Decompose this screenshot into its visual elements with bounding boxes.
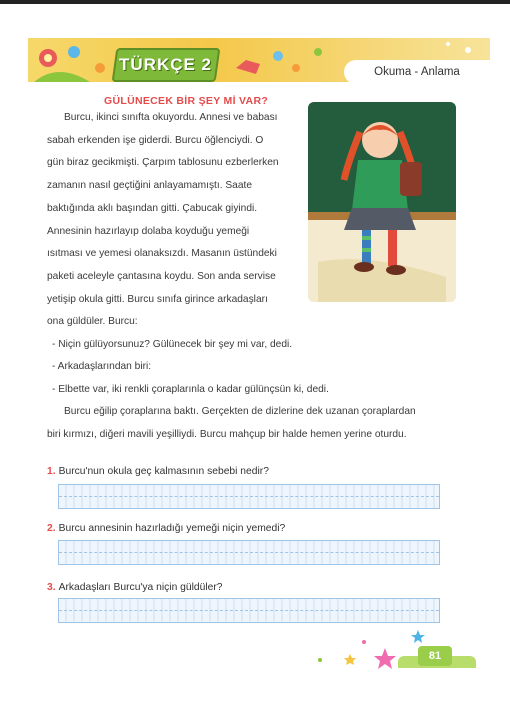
answer-field-1[interactable] — [58, 484, 440, 509]
story-line: paketi aceleyle çantasına koydu. Son anda servise — [47, 271, 276, 282]
hill-icon — [34, 72, 90, 82]
closing-line: biri kırmızı, diğeri mavili yeşilliydi. Burcu mahçup bir halde hemen yerine oturdu. — [47, 429, 407, 440]
question-number: 2. — [47, 523, 56, 534]
star-dot-icon — [273, 51, 283, 61]
dialogue-line: - Elbette var, iki renkli çoraplarınla o kadar gülünçsün ki, dedi. — [52, 384, 329, 395]
story-illustration — [308, 102, 456, 302]
question-1 — [47, 466, 269, 477]
question-number: 3. — [47, 582, 56, 593]
topic-tab: Okuma - Anlama — [344, 60, 490, 84]
story-line: gün biraz gecikmişti. Çarpım tablosunu ezberlerken — [47, 157, 279, 168]
dialogue-line: - Niçin gülüyorsunuz? Gülünecek bir şey mi var, dedi. — [52, 339, 293, 350]
page-number: 81 — [418, 646, 452, 666]
header-banner — [28, 30, 490, 82]
story-line: zamanın nasıl geçtiğini anlayamamıştı. Saate — [47, 180, 252, 191]
story-line: Annesinin hazırlayıp dolaba koyduğu yemeği — [47, 226, 250, 237]
story-line: baktığında aklı başından gitti. Çabucak giyindi. — [47, 203, 258, 214]
question-number: 1. — [47, 466, 56, 477]
question-text: Burcu'nun okula geç kalmasının sebebi nedir? — [58, 466, 269, 477]
scan-top-edge — [0, 0, 510, 4]
section-badge — [112, 48, 221, 82]
question-text: Arkadaşları Burcu'ya niçin güldüler? — [58, 582, 223, 593]
story-line: Burcu, ikinci sınıfta okuyordu. Annesi ve babası — [64, 112, 278, 123]
question-2 — [47, 523, 285, 534]
story-line: ısıtması ve yemesi olanaksızdı. Masanın üstündeki — [47, 248, 277, 259]
section-label: TÜRKÇE 2 — [119, 55, 213, 74]
balloon-icon — [68, 46, 80, 58]
story-line: sabah erkenden işe giderdi. Burcu öğlenciydi. O — [47, 135, 264, 146]
story-line: yetişip okula gitti. Burcu sınıfa girince arkadaşları — [47, 294, 268, 305]
story-title: GÜLÜNECEK BİR ŞEY Mİ VAR? — [104, 95, 269, 107]
question-text: Burcu annesinin hazırladığı yemeği niçin yemedi? — [58, 523, 286, 534]
star-icon — [411, 630, 425, 643]
plane-icon — [236, 60, 260, 74]
star-icon — [374, 648, 396, 669]
story-line: ona güldüler. Burcu: — [47, 316, 138, 327]
closing-line: Burcu eğilip çoraplarına baktı. Gerçekten de dizlerine dek uzanan çoraplardan — [64, 406, 416, 417]
answer-field-2[interactable] — [58, 540, 440, 565]
question-3 — [47, 582, 223, 593]
star-icon — [344, 654, 356, 665]
girl-illustration — [308, 102, 456, 302]
answer-field-3[interactable] — [58, 598, 440, 623]
dialogue-line: - Arkadaşlarından biri: — [52, 361, 152, 372]
